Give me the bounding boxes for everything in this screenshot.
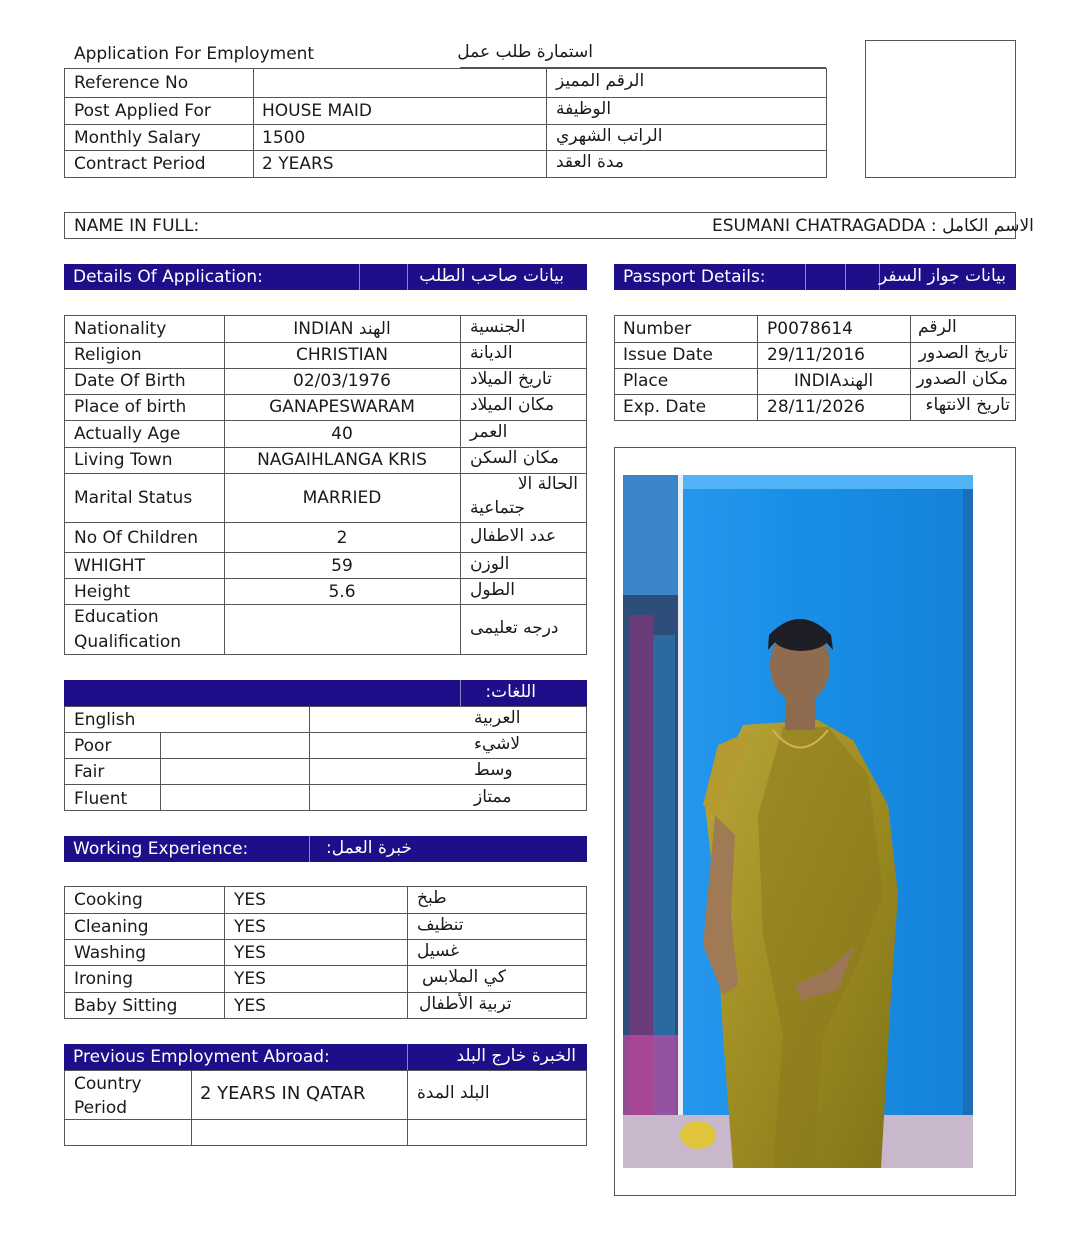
- lang-fair-label-ar: وسط: [474, 760, 513, 780]
- passport-bar: [614, 264, 1016, 290]
- monthly-salary-label-ar: الراتب الشهري: [556, 126, 663, 146]
- religion-value: CHRISTIAN: [295, 345, 388, 365]
- previous-table: [64, 1070, 587, 1146]
- place-of-birth-label: Place of birth: [74, 397, 187, 417]
- exp-cooking-label: Cooking: [74, 890, 143, 910]
- weight-label: WHIGHT: [74, 556, 145, 576]
- reference-no-label: Reference No: [74, 73, 189, 93]
- languages-bar: [64, 680, 587, 706]
- religion-label-ar: الديانة: [470, 343, 513, 363]
- exp-date-label: Exp. Date: [623, 397, 707, 417]
- exp-cooking-label-ar: طبخ: [417, 888, 447, 908]
- exp-cleaning-value: YES: [234, 917, 266, 937]
- details-title-en: Details Of Application:: [73, 267, 263, 287]
- issue-place-label-ar: مكان الصدور: [916, 369, 1008, 389]
- exp-cleaning-label-ar: تنظيف: [417, 915, 464, 935]
- dob-value: 02/03/1976: [293, 371, 391, 391]
- education-label-2: Qualification: [74, 632, 182, 652]
- applicant-photo-drawing: [623, 475, 973, 1168]
- monthly-salary-value: 1500: [262, 128, 306, 148]
- previous-country-label: Country: [74, 1074, 142, 1094]
- reference-no-label-ar: الرقم المميز: [556, 71, 645, 91]
- lang-english-label: English: [74, 710, 136, 730]
- monthly-salary-label: Monthly Salary: [74, 128, 201, 148]
- marital-status-value: MARRIED: [302, 488, 382, 508]
- dob-label: Date Of Birth: [74, 371, 186, 391]
- experience-title-ar: خبرة العمل:: [326, 838, 412, 858]
- marital-status-label-ar-1: الحالة الا: [517, 474, 578, 494]
- photo-placeholder-box: [865, 40, 1016, 178]
- education-label-1: Education: [74, 607, 159, 627]
- marital-status-label: Marital Status: [74, 488, 193, 508]
- details-title-ar: بيانات صاحب الطلب: [419, 266, 564, 286]
- name-value: ESUMANI CHATRAGADDA : الاسم الكامل: [712, 216, 1034, 236]
- issue-date-label: Issue Date: [623, 345, 713, 365]
- age-label: Actually Age: [74, 424, 181, 444]
- passport-number-label-ar: الرقم: [918, 317, 957, 337]
- post-applied-label: Post Applied For: [74, 101, 211, 121]
- weight-value: 59: [331, 556, 353, 576]
- exp-ironing-value: YES: [234, 969, 266, 989]
- exp-date-value: 28/11/2026: [767, 397, 865, 417]
- previous-label-ar: البلد المدة: [417, 1083, 490, 1103]
- contract-period-value: 2 YEARS: [262, 154, 334, 174]
- lang-poor-label-ar: لاشيء: [474, 734, 521, 754]
- exp-baby-sitting-label-ar: تربية الأطفال: [419, 994, 512, 1014]
- passport-number-value: P0078614: [767, 319, 853, 339]
- issue-place-value: الهندINDIA: [793, 371, 874, 391]
- children-label-ar: عدد الاطفال: [470, 526, 557, 546]
- contract-period-label-ar: مدة العقد: [556, 152, 624, 172]
- name-label: NAME IN FULL:: [74, 216, 200, 236]
- form-title-ar: استمارة طلب عمل: [457, 42, 593, 62]
- exp-cooking-value: YES: [234, 890, 266, 910]
- living-town-label-ar: مكان السكن: [470, 448, 559, 468]
- exp-baby-sitting-value: YES: [234, 996, 266, 1016]
- age-label-ar: العمر: [470, 422, 508, 442]
- age-value: 40: [331, 424, 353, 444]
- issue-place-label: Place: [623, 371, 669, 391]
- previous-value: 2 YEARS IN QATAR: [200, 1083, 366, 1104]
- applicant-photo: [623, 475, 973, 1168]
- nationality-label-ar: الجنسية: [470, 317, 526, 337]
- height-value: 5.6: [328, 582, 356, 602]
- experience-bar: [64, 836, 587, 862]
- form-title-en: Application For Employment: [74, 44, 315, 64]
- religion-label: Religion: [74, 345, 142, 365]
- lang-poor-label: Poor: [74, 736, 112, 756]
- height-label: Height: [74, 582, 131, 602]
- passport-title-ar: بيانات جواز السفر: [878, 266, 1006, 286]
- lang-fluent-label-ar: ممتاز: [474, 787, 512, 807]
- post-applied-value: HOUSE MAID: [262, 101, 372, 121]
- passport-title-en: Passport Details:: [623, 267, 766, 287]
- issue-date-value: 29/11/2016: [767, 345, 865, 365]
- marital-status-label-ar-2: جتماعية: [470, 498, 526, 518]
- previous-title-ar: الخبرة خارج البلد: [456, 1046, 576, 1066]
- issue-date-label-ar: تاريخ الصدور: [918, 343, 1008, 363]
- lang-english-label-ar: العربية: [474, 708, 521, 728]
- lang-fluent-label: Fluent: [74, 789, 128, 809]
- contract-period-label: Contract Period: [74, 154, 206, 174]
- exp-ironing-label-ar: كي الملابس: [422, 967, 506, 987]
- place-of-birth-value: GANAPESWARAM: [269, 397, 415, 417]
- previous-period-label: Period: [74, 1098, 128, 1118]
- exp-washing-value: YES: [234, 943, 266, 963]
- passport-number-label: Number: [623, 319, 692, 339]
- previous-title-en: Previous Employment Abroad:: [73, 1047, 330, 1067]
- living-town-label: Living Town: [74, 450, 173, 470]
- education-label-ar: درجه تعليمى: [470, 618, 559, 638]
- details-bar: [64, 264, 587, 290]
- post-applied-label-ar: الوظيفة: [556, 99, 612, 119]
- place-of-birth-label-ar: مكان الميلاد: [470, 395, 555, 415]
- children-label: No Of Children: [74, 528, 199, 548]
- experience-title-en: Working Experience:: [73, 839, 249, 859]
- exp-date-label-ar: تاريخ الانتهاء: [925, 395, 1010, 415]
- nationality-label: Nationality: [74, 319, 167, 339]
- exp-cleaning-label: Cleaning: [74, 917, 149, 937]
- height-label-ar: الطول: [470, 580, 515, 600]
- exp-washing-label: Washing: [74, 943, 147, 963]
- nationality-value: INDIAN الهند: [293, 319, 391, 339]
- children-value: 2: [336, 528, 348, 548]
- exp-ironing-label: Ironing: [74, 969, 134, 989]
- lang-fair-label: Fair: [74, 762, 105, 782]
- weight-label-ar: الوزن: [470, 554, 510, 574]
- languages-title-ar: اللغات:: [485, 682, 536, 702]
- previous-bar: [64, 1044, 587, 1070]
- dob-label-ar: تاريخ الميلاد: [470, 369, 552, 389]
- exp-baby-sitting-label: Baby Sitting: [74, 996, 178, 1016]
- living-town-value: NAGAIHLANGA KRIS: [257, 450, 427, 470]
- exp-washing-label-ar: غسيل: [417, 941, 460, 961]
